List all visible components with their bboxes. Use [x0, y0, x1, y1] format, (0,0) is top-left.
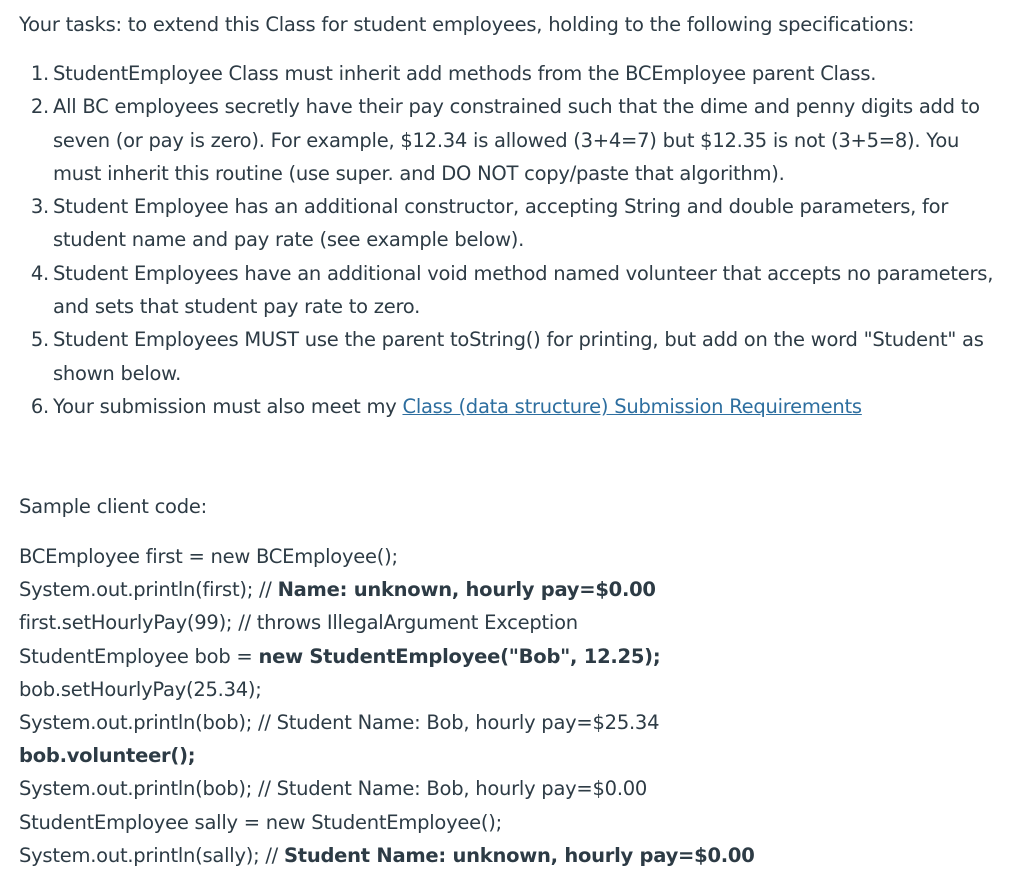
code-line: bob.setHourlyPay(25.34); — [19, 677, 262, 701]
code-text-bold: new StudentEmployee("Bob", 12.25); — [258, 644, 661, 668]
code-text-bold: Name: unknown, hourly pay=$0.00 — [277, 578, 656, 602]
sample-code-block — [19, 540, 755, 872]
task-text-lead: Your submission must also meet my — [53, 394, 403, 418]
code-line-bold: bob.volunteer(); — [19, 744, 196, 768]
code-text: System.out.println(first); // — [19, 578, 278, 602]
task-item-3 — [19, 190, 1009, 257]
code-text: System.out.println(sally); // — [19, 843, 284, 867]
intro-text: Your tasks: to extend this Class for student employees, holding to the following specifications: — [19, 13, 915, 36]
task-item-2 — [19, 90, 1009, 190]
code-text: StudentEmployee bob = — [19, 644, 259, 668]
code-line — [19, 640, 755, 673]
task-number: 6. — [30, 394, 49, 418]
task-number: 1. — [30, 62, 49, 85]
task-number: 5. — [30, 328, 49, 352]
code-line — [19, 573, 755, 606]
code-line: BCEmployee first = new BCEmployee(); — [19, 545, 398, 568]
code-line: StudentEmployee sally = new StudentEmployee(); — [19, 810, 502, 834]
code-line: System.out.println(bob); // Student Name: Bob, hourly pay=$0.00 — [19, 777, 648, 801]
task-list — [19, 57, 1009, 423]
task-text: Student Employee has an additional constructor, accepting String and double parameters, for student name and pay rate (see example below). — [53, 195, 949, 252]
task-text: Student Employees have an additional void method named volunteer that accepts no parameters, and sets that student pay rate to zero. — [53, 261, 994, 319]
code-line: System.out.println(bob); // Student Name: Bob, hourly pay=$25.34 — [19, 711, 660, 735]
code-text-bold: Student Name: unknown, hourly pay=$0.00 — [283, 843, 755, 867]
task-text: All BC employees secretly have their pay constrained such that the dime and penny digits add to seven (or pay is zero). For example, $12.34 is allowed (3+4=7) but $12.35 is not (3+5=8). You must inherit this routine (use super. and DO NOT copy/paste that algorithm). — [53, 95, 980, 185]
task-number: 4. — [30, 261, 49, 285]
task-item-4 — [19, 257, 1009, 324]
task-item-6 — [19, 390, 1009, 423]
task-text: StudentEmployee Class must inherit add methods from the BCEmployee parent Class. — [53, 62, 877, 85]
task-item-1 — [19, 57, 1009, 90]
task-number: 3. — [30, 195, 49, 219]
task-item-5 — [19, 323, 1009, 390]
submission-requirements-link[interactable]: Class (data structure) Submission Requirements — [402, 394, 862, 418]
task-text: Student Employees MUST use the parent toString() for printing, but add on the word "Student" as shown below. — [53, 328, 984, 385]
task-number: 2. — [30, 95, 49, 119]
code-line: first.setHourlyPay(99); // throws IllegalArgument Exception — [19, 611, 578, 635]
task-text — [53, 390, 1009, 423]
code-line — [19, 839, 755, 872]
sample-code-label: Sample client code: — [19, 495, 207, 518]
